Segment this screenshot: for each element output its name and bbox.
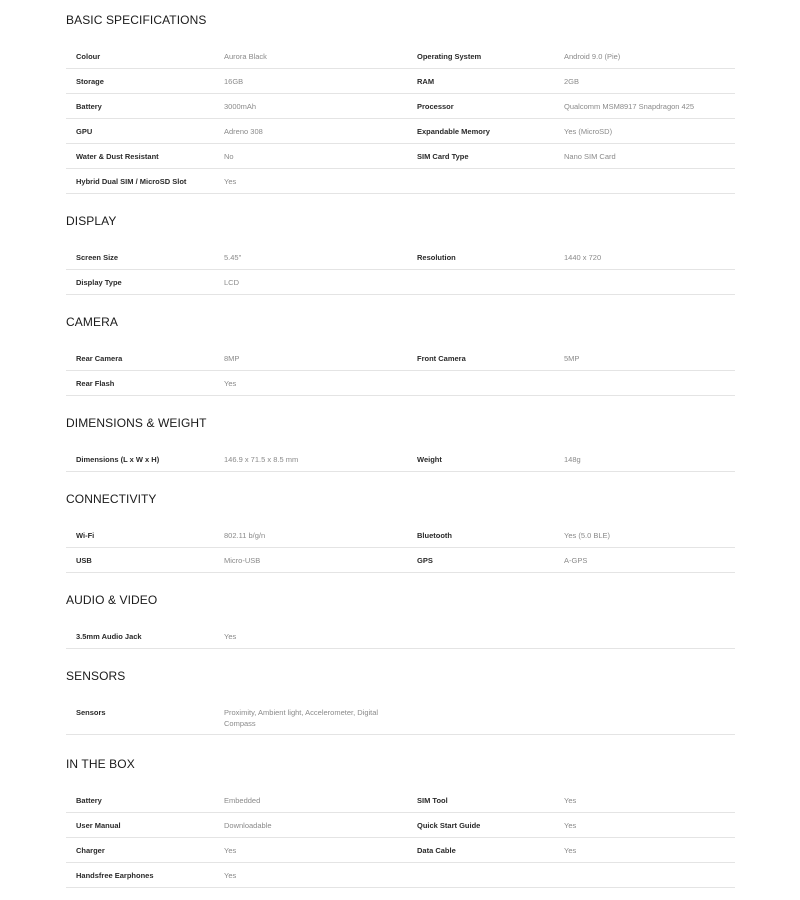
spec-table [66, 447, 735, 472]
section-display [66, 211, 735, 295]
spec-value: 146.9 x 71.5 x 8.5 mm [224, 455, 299, 464]
spec-value: Qualcomm MSM8917 Snapdragon 425 [564, 102, 695, 111]
spec-value: Yes [564, 796, 577, 805]
spec-label: Resolution [417, 253, 456, 262]
section-audio-video [66, 590, 735, 649]
spec-row [66, 44, 735, 69]
spec-row [66, 447, 735, 472]
spec-value: 5MP [564, 354, 580, 363]
section-dimensions-weight [66, 413, 735, 472]
section-title: CONNECTIVITY [66, 492, 157, 506]
spec-value: Yes [224, 632, 237, 641]
spec-value: 2GB [564, 77, 580, 86]
spec-label: Water & Dust Resistant [76, 152, 159, 161]
spec-value: LCD [224, 278, 240, 287]
spec-label: USB [76, 556, 92, 565]
spec-row [66, 700, 735, 735]
spec-value: Embedded [224, 796, 261, 805]
section-title: IN THE BOX [66, 757, 135, 771]
spec-label: Processor [417, 102, 454, 111]
spec-label: Colour [76, 52, 101, 61]
spec-label: User Manual [76, 821, 121, 830]
spec-table [66, 44, 735, 194]
spec-row [66, 624, 735, 649]
spec-label: Data Cable [417, 846, 456, 855]
spec-table [66, 346, 735, 396]
spec-value: Adreno 308 [224, 127, 263, 136]
section-basic-specifications [66, 10, 735, 194]
spec-value: Yes [564, 821, 577, 830]
spec-label: Screen Size [76, 253, 119, 262]
spec-label: Weight [417, 455, 442, 464]
spec-label: Wi-Fi [76, 531, 95, 540]
spec-row [66, 169, 735, 194]
spec-label: RAM [417, 77, 435, 86]
spec-value: 16GB [224, 77, 244, 86]
spec-row [66, 144, 735, 169]
spec-label: Front Camera [417, 354, 466, 363]
spec-value: Yes [224, 379, 237, 388]
spec-value: Yes (MicroSD) [564, 127, 613, 136]
spec-row [66, 548, 735, 573]
spec-label: SIM Tool [417, 796, 448, 805]
spec-label: Dimensions (L x W x H) [76, 455, 160, 464]
spec-label: Battery [76, 102, 102, 111]
spec-row [66, 863, 735, 888]
spec-value: Proximity, Ambient light, Accelerometer, Digital Compass [224, 708, 379, 728]
spec-value: 802.11 b/g/n [224, 531, 266, 540]
spec-label: Bluetooth [417, 531, 452, 540]
spec-label: SIM Card Type [417, 152, 469, 161]
spec-row [66, 270, 735, 295]
spec-value: Nano SIM Card [564, 152, 616, 161]
spec-value: Downloadable [224, 821, 272, 830]
section-connectivity [66, 489, 735, 573]
spec-row [66, 788, 735, 813]
spec-label: Rear Camera [76, 354, 123, 363]
spec-value: 8MP [224, 354, 240, 363]
spec-label: Charger [76, 846, 105, 855]
spec-value: Yes [224, 177, 237, 186]
spec-value: No [224, 152, 234, 161]
spec-table [66, 700, 735, 735]
spec-value: Android 9.0 (Pie) [564, 52, 621, 61]
spec-label: Display Type [76, 278, 122, 287]
spec-row [66, 346, 735, 371]
section-title: DIMENSIONS & WEIGHT [66, 416, 207, 430]
spec-label: Hybrid Dual SIM / MicroSD Slot [76, 177, 187, 186]
spec-row [66, 371, 735, 396]
section-title: AUDIO & VIDEO [66, 593, 158, 607]
section-title: CAMERA [66, 315, 118, 329]
spec-table [66, 624, 735, 649]
spec-table [66, 523, 735, 573]
spec-value: Yes [224, 871, 237, 880]
spec-label: Battery [76, 796, 102, 805]
section-title: SENSORS [66, 669, 126, 683]
section-in-the-box [66, 754, 735, 888]
spec-value: 148g [564, 455, 581, 464]
section-camera [66, 312, 735, 396]
spec-value: Micro-USB [224, 556, 261, 565]
spec-table [66, 788, 735, 888]
spec-row [66, 94, 735, 119]
spec-value: 5.45" [224, 253, 242, 262]
spec-table [66, 245, 735, 295]
spec-row [66, 119, 735, 144]
spec-label: GPU [76, 127, 93, 136]
spec-label: Quick Start Guide [417, 821, 481, 830]
spec-row [66, 69, 735, 94]
spec-label: Operating System [417, 52, 482, 61]
spec-label: Sensors [76, 708, 106, 717]
spec-label: Rear Flash [76, 379, 115, 388]
section-title: DISPLAY [66, 214, 117, 228]
spec-row [66, 838, 735, 863]
spec-label: 3.5mm Audio Jack [76, 632, 142, 641]
spec-row [66, 813, 735, 838]
spec-label: Storage [76, 77, 104, 86]
spec-value: Yes [224, 846, 237, 855]
spec-row [66, 523, 735, 548]
section-sensors [66, 666, 735, 735]
spec-value: Aurora Black [224, 52, 267, 61]
spec-value: Yes [564, 846, 577, 855]
spec-label: GPS [417, 556, 433, 565]
spec-value: 1440 x 720 [564, 253, 602, 262]
spec-value: A-GPS [564, 556, 588, 565]
section-title: BASIC SPECIFICATIONS [66, 13, 207, 27]
spec-label: Handsfree Earphones [76, 871, 154, 880]
spec-row [66, 245, 735, 270]
spec-value: Yes (5.0 BLE) [564, 531, 610, 540]
spec-value: 3000mAh [224, 102, 257, 111]
spec-label: Expandable Memory [417, 127, 490, 136]
